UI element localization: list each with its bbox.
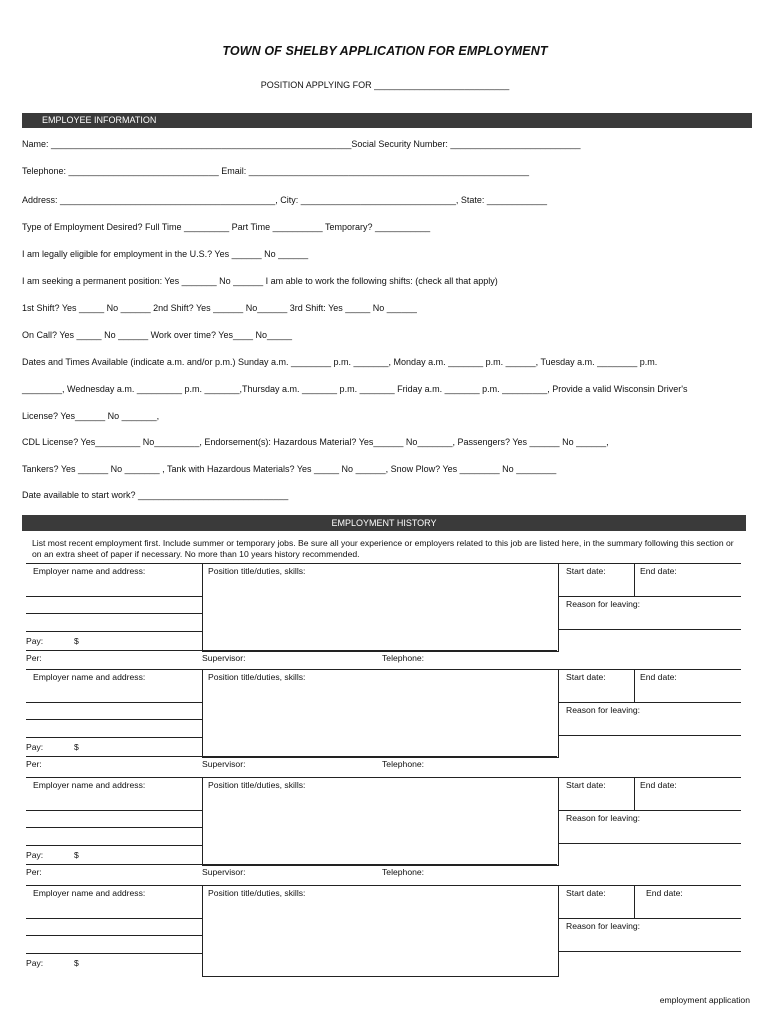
supervisor-rule — [26, 650, 557, 651]
position-title-label: Position title/duties, skills: — [208, 672, 306, 682]
position-duties-box[interactable] — [202, 885, 559, 977]
section-header-employment-history: EMPLOYMENT HISTORY — [22, 515, 746, 531]
date-divider — [634, 885, 635, 918]
employer-name-label: Employer name and address: — [33, 672, 146, 682]
per-label: Per: — [26, 653, 42, 663]
employer-line[interactable] — [26, 737, 202, 738]
page-title: TOWN OF SHELBY APPLICATION FOR EMPLOYMENT — [222, 44, 548, 58]
telephone-label: Telephone: — [382, 759, 425, 769]
date-rule — [558, 702, 741, 703]
supervisor-label: Supervisor: — [202, 759, 246, 769]
name-ssn-line[interactable]: Name: ____________________________________________________________Social Security Number: __________________________ — [22, 139, 581, 149]
supervisor-label: Supervisor: — [202, 867, 246, 877]
availability-line-2[interactable]: ________, Wednesday a.m. _________ p.m. _______,Thursday a.m. _______ p.m. _______ Friday a.m. _______ p.m. _________, Provide a valid Wisconsin Driver's — [22, 384, 688, 394]
employer-name-label: Employer name and address: — [33, 888, 146, 898]
employer-line[interactable] — [26, 613, 202, 614]
pay-label: Pay: — [26, 958, 44, 968]
telephone-label: Telephone: — [382, 653, 425, 663]
dollar-sign: $ — [74, 636, 79, 646]
start-date-label: Start date: — [566, 566, 606, 576]
position-title-label: Position title/duties, skills: — [208, 888, 306, 898]
dollar-sign: $ — [74, 850, 79, 860]
employer-line[interactable] — [26, 827, 202, 828]
end-date-label: End date: — [640, 672, 677, 682]
availability-line-1[interactable]: Dates and Times Available (indicate a.m. and/or p.m.) Sunday a.m. ________ p.m. _______, Monday a.m. _______ p.m. ______, Tuesday a.m. ________ p.m. — [22, 357, 658, 367]
position-title-label: Position title/duties, skills: — [208, 566, 306, 576]
start-date-label: Start date: — [566, 672, 606, 682]
on-call-line[interactable]: On Call? Yes _____ No ______ Work over time? Yes____ No_____ — [22, 330, 293, 340]
tankers-line[interactable]: Tankers? Yes ______ No _______ , Tank with Hazardous Materials? Yes _____ No ______, Snow Plow? Yes ________ No ________ — [22, 464, 557, 474]
reason-rule — [558, 735, 741, 736]
shifts-line[interactable]: 1st Shift? Yes _____ No ______ 2nd Shift? Yes ______ No______ 3rd Shift: Yes _____ No ______ — [22, 303, 417, 313]
position-duties-box[interactable] — [202, 669, 559, 758]
license-line[interactable]: License? Yes______ No _______, — [22, 411, 160, 421]
employer-line[interactable] — [26, 935, 202, 936]
date-divider — [634, 563, 635, 596]
position-title-label: Position title/duties, skills: — [208, 780, 306, 790]
footer-label: employment application — [659, 995, 750, 1005]
start-date-line[interactable]: Date available to start work? ______________________________ — [22, 490, 289, 500]
date-rule — [558, 810, 741, 811]
reason-rule — [558, 629, 741, 630]
telephone-label: Telephone: — [382, 867, 425, 877]
per-label: Per: — [26, 759, 42, 769]
supervisor-rule — [26, 864, 557, 865]
start-date-label: Start date: — [566, 780, 606, 790]
employer-line[interactable] — [26, 810, 202, 811]
date-rule — [558, 596, 741, 597]
employer-name-label: Employer name and address: — [33, 780, 146, 790]
supervisor-label: Supervisor: — [202, 653, 246, 663]
reason-leaving-label: Reason for leaving: — [566, 599, 641, 609]
employer-line[interactable] — [26, 845, 202, 846]
reason-rule — [558, 951, 741, 952]
section-header-employee-info: EMPLOYEE INFORMATION — [22, 113, 752, 128]
history-instructions: List most recent employment first. Include summer or temporary jobs. Be sure all your experience or employers related to this job are listed here, in the summary following this section or on an extra sheet of paper if necessary. No more than 10 years history recommended. — [32, 538, 734, 559]
employer-line[interactable] — [26, 596, 202, 597]
pay-label: Pay: — [26, 636, 44, 646]
address-line[interactable]: Address: ___________________________________________, City: _______________________________, State: ____________ — [22, 195, 547, 205]
date-divider — [634, 777, 635, 810]
employer-line[interactable] — [26, 702, 202, 703]
end-date-label: End date: — [640, 780, 677, 790]
employer-line[interactable] — [26, 953, 202, 954]
dollar-sign: $ — [74, 958, 79, 968]
employer-line[interactable] — [26, 631, 202, 632]
position-duties-box[interactable] — [202, 777, 559, 866]
pay-label: Pay: — [26, 742, 44, 752]
employer-name-label: Employer name and address: — [33, 566, 146, 576]
employment-type-line[interactable]: Type of Employment Desired? Full Time _________ Part Time __________ Temporary? ___________ — [22, 222, 431, 232]
employer-line[interactable] — [26, 918, 202, 919]
date-divider — [634, 669, 635, 702]
reason-rule — [558, 843, 741, 844]
end-date-label: End date: — [640, 566, 677, 576]
supervisor-rule — [26, 756, 557, 757]
reason-leaving-label: Reason for leaving: — [566, 705, 641, 715]
start-date-label: Start date: — [566, 888, 606, 898]
position-duties-box[interactable] — [202, 563, 559, 652]
dollar-sign: $ — [74, 742, 79, 752]
per-label: Per: — [26, 867, 42, 877]
position-applying-field[interactable]: POSITION APPLYING FOR ___________________________ — [260, 80, 510, 90]
end-date-label: End date: — [646, 888, 683, 898]
employer-line[interactable] — [26, 719, 202, 720]
permanent-position-line[interactable]: I am seeking a permanent position: Yes _______ No ______ I am able to work the following shifts: (check all that apply) — [22, 276, 498, 286]
pay-label: Pay: — [26, 850, 44, 860]
telephone-email-line[interactable]: Telephone: ______________________________ Email: ________________________________________________________ — [22, 166, 530, 176]
reason-leaving-label: Reason for leaving: — [566, 813, 641, 823]
eligibility-line[interactable]: I am legally eligible for employment in the U.S.? Yes ______ No ______ — [22, 249, 309, 259]
cdl-line[interactable]: CDL License? Yes_________ No_________, Endorsement(s): Hazardous Material? Yes______ No_______, Passengers? Yes ______ No ______, — [22, 437, 609, 447]
reason-leaving-label: Reason for leaving: — [566, 921, 641, 931]
date-rule — [558, 918, 741, 919]
